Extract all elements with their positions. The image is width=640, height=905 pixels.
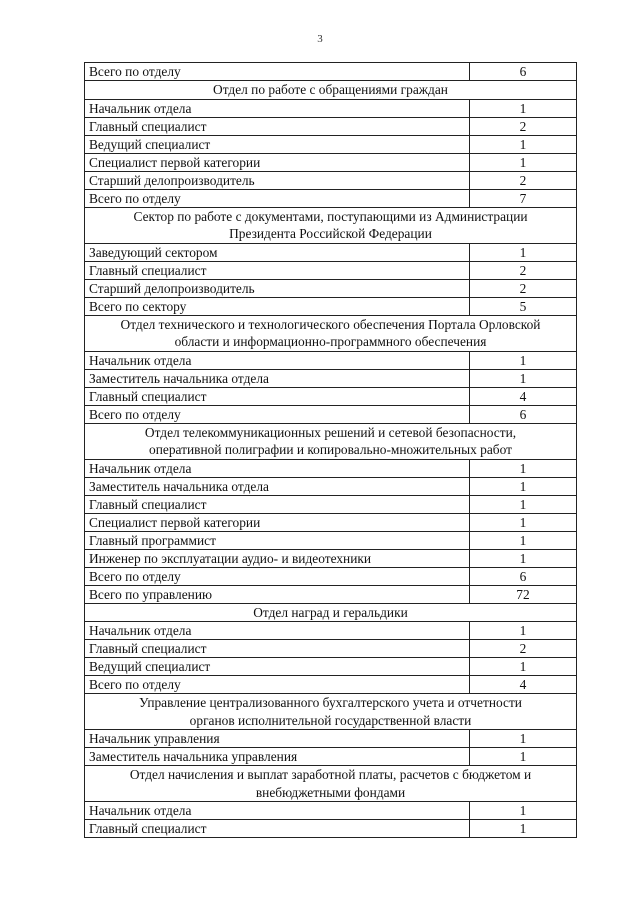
position-name: Специалист первой категории [85, 513, 470, 531]
position-name: Заместитель начальника отдела [85, 477, 470, 495]
position-count: 72 [470, 585, 577, 603]
position-name: Всего по отделу [85, 405, 470, 423]
position-row [85, 387, 577, 405]
position-count: 2 [470, 640, 577, 658]
position-name: Всего по сектору [85, 297, 470, 315]
position-count: 4 [470, 387, 577, 405]
section-title-line: Сектор по работе с документами, поступающими из Администрации [133, 208, 528, 224]
section-title-line: Отдел начисления и выплат заработной платы, расчетов с бюджетом и [129, 767, 532, 782]
position-name: Всего по отделу [85, 567, 470, 585]
position-count: 1 [470, 802, 577, 820]
section-header-row [85, 766, 577, 802]
position-count: 2 [470, 279, 577, 297]
position-count: 6 [470, 567, 577, 585]
position-row [85, 477, 577, 495]
position-count: 1 [470, 549, 577, 567]
position-count: 1 [470, 459, 577, 477]
position-row [85, 549, 577, 567]
position-row [85, 459, 577, 477]
section-title [85, 423, 577, 459]
position-name: Главный специалист [85, 495, 470, 513]
position-name: Всего по отделу [85, 189, 470, 207]
position-count: 2 [470, 261, 577, 279]
page-number: 3 [317, 33, 323, 45]
position-row [85, 243, 577, 261]
position-row [85, 820, 577, 838]
section-title-line: Отдел наград и геральдики [253, 604, 408, 620]
position-row [85, 640, 577, 658]
position-count: 1 [470, 730, 577, 748]
section-header-row [85, 207, 577, 243]
section-title [85, 603, 577, 622]
section-title [85, 81, 577, 100]
position-row [85, 730, 577, 748]
position-count: 6 [470, 63, 577, 81]
section-title-line: Отдел по работе с обращениями граждан [213, 82, 448, 97]
position-count: 1 [470, 477, 577, 495]
position-count: 1 [470, 820, 577, 838]
section-title-line: области и информационно-программного обеспечения [174, 334, 487, 349]
position-row [85, 351, 577, 369]
position-row [85, 279, 577, 297]
position-name: Главный специалист [85, 387, 470, 405]
section-title-line: Отдел технического и технологического обеспечения Портала Орловской [120, 316, 541, 332]
position-count: 1 [470, 658, 577, 676]
position-name: Главный специалист [85, 117, 470, 135]
position-name: Главный специалист [85, 261, 470, 279]
section-title-line: Управление централизованного бухгалтерского учета и отчетности [139, 695, 522, 710]
total-row [85, 63, 577, 81]
position-name: Заведующий сектором [85, 243, 470, 261]
total-row [85, 189, 577, 207]
position-count: 1 [470, 351, 577, 369]
staffing-table [84, 62, 577, 838]
position-count: 1 [470, 622, 577, 640]
section-title [85, 694, 577, 730]
position-name: Начальник отдела [85, 459, 470, 477]
section-header-row [85, 315, 577, 351]
position-row [85, 495, 577, 513]
total-row [85, 676, 577, 694]
position-name: Начальник отдела [85, 802, 470, 820]
position-count: 1 [470, 243, 577, 261]
position-count: 1 [470, 513, 577, 531]
position-name: Инженер по эксплуатации аудио- и видеотехники [85, 549, 470, 567]
section-title [85, 315, 577, 351]
total-row [85, 297, 577, 315]
section-header-row [85, 81, 577, 100]
position-row [85, 99, 577, 117]
position-count: 7 [470, 189, 577, 207]
position-name: Всего по отделу [85, 63, 470, 81]
total-row [85, 567, 577, 585]
position-count: 1 [470, 153, 577, 171]
position-name: Старший делопроизводитель [85, 279, 470, 297]
position-name: Главный специалист [85, 640, 470, 658]
section-header-row [85, 694, 577, 730]
position-count: 6 [470, 405, 577, 423]
position-count: 5 [470, 297, 577, 315]
position-row [85, 748, 577, 766]
position-name: Начальник отдела [85, 99, 470, 117]
total-row [85, 585, 577, 603]
section-title-line: внебюджетными фондами [255, 784, 406, 800]
position-name: Главный специалист [85, 820, 470, 838]
section-title-line: органов исполнительной государственной власти [189, 712, 472, 728]
section-title [85, 766, 577, 802]
position-count: 1 [470, 495, 577, 513]
position-name: Начальник управления [85, 730, 470, 748]
position-row [85, 135, 577, 153]
staffing-table-body [85, 63, 577, 838]
position-name: Ведущий специалист [85, 135, 470, 153]
position-name: Старший делопроизводитель [85, 171, 470, 189]
position-count: 4 [470, 676, 577, 694]
position-name: Начальник отдела [85, 351, 470, 369]
position-row [85, 513, 577, 531]
section-title-line: Отдел телекоммуникационных решений и сетевой безопасности, [144, 424, 517, 440]
position-row [85, 369, 577, 387]
position-count: 1 [470, 135, 577, 153]
position-row [85, 171, 577, 189]
position-row [85, 622, 577, 640]
total-row [85, 405, 577, 423]
section-title-line: Президента Российской Федерации [229, 226, 432, 241]
position-count: 1 [470, 531, 577, 549]
position-name: Всего по отделу [85, 676, 470, 694]
position-row [85, 658, 577, 676]
position-count: 1 [470, 99, 577, 117]
position-name: Главный программист [85, 531, 470, 549]
section-header-row [85, 603, 577, 622]
position-name: Начальник отдела [85, 622, 470, 640]
position-count: 1 [470, 369, 577, 387]
section-header-row [85, 423, 577, 459]
position-row [85, 261, 577, 279]
position-count: 2 [470, 171, 577, 189]
position-name: Заместитель начальника управления [85, 748, 470, 766]
position-name: Специалист первой категории [85, 153, 470, 171]
position-name: Заместитель начальника отдела [85, 369, 470, 387]
position-count: 2 [470, 117, 577, 135]
position-row [85, 802, 577, 820]
position-row [85, 117, 577, 135]
position-count: 1 [470, 748, 577, 766]
section-title [85, 207, 577, 243]
position-row [85, 153, 577, 171]
position-row [85, 531, 577, 549]
position-name: Ведущий специалист [85, 658, 470, 676]
section-title-line: оперативной полиграфии и копировально-множительных работ [149, 442, 512, 457]
position-name: Всего по управлению [85, 585, 470, 603]
